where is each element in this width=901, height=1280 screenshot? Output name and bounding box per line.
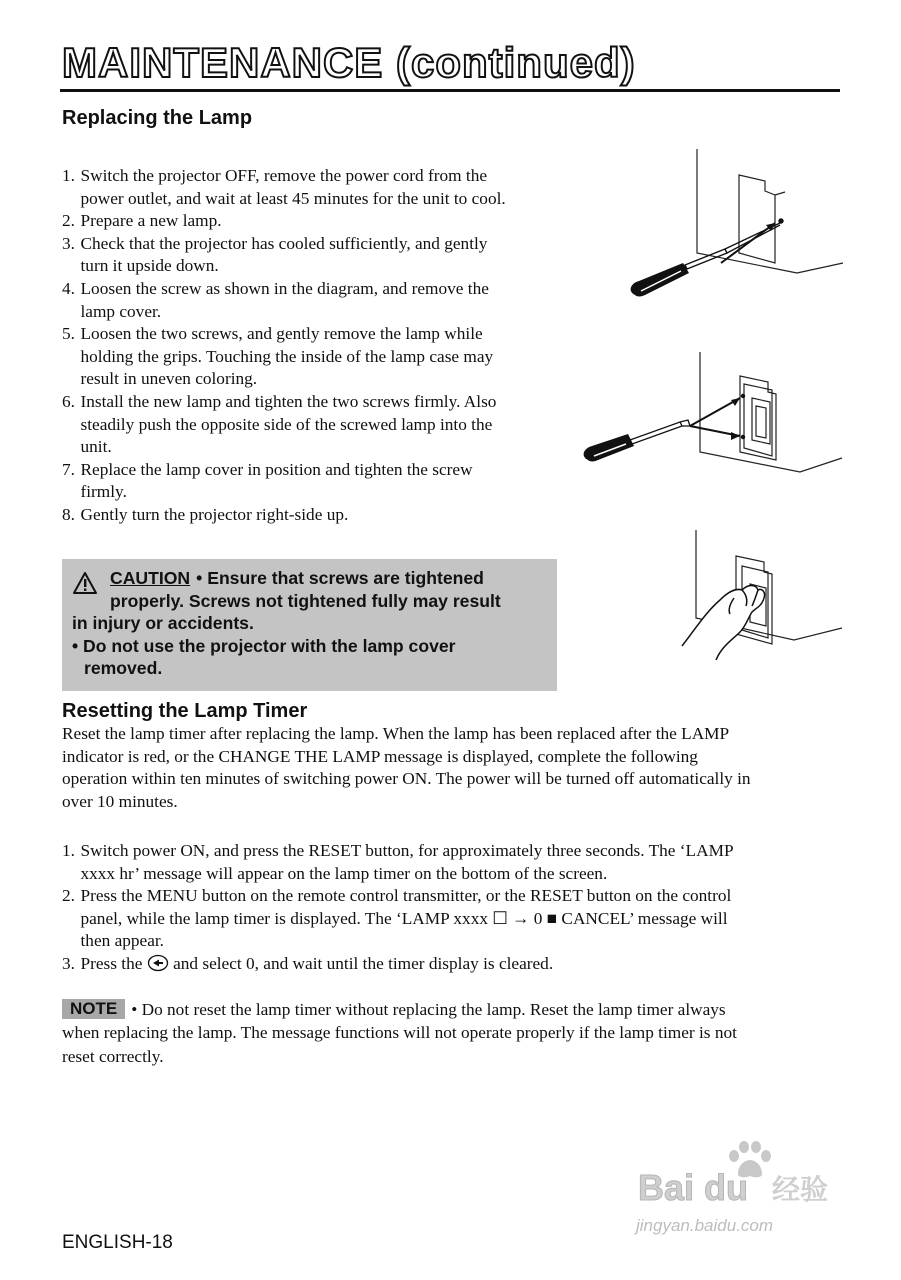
list-item: 4. Loosen the screw as shown in the diagram, and remove the lamp cover. bbox=[62, 278, 489, 321]
note-paragraph: NOTE • Do not reset the lamp timer without replacing the lamp. Reset the lamp timer always when replacing the lamp. The message functions will not operate properly if the lamp timer is not reset correctly. bbox=[62, 999, 737, 1066]
list-item: 8. Gently turn the projector right-side up. bbox=[62, 504, 349, 524]
list-item: 3. Press the and select 0, and wait until the timer display is cleared. bbox=[62, 953, 554, 973]
list-item: 1. Switch power ON, and press the RESET button, for approximately three seconds. The ‘LAMP xxxx hr’ message will appear on the lamp timer on the bottom of the screen. bbox=[62, 841, 734, 883]
list-item: 6. Install the new lamp and tighten the two screws firmly. Also steadily push the opposite side of the screwed lamp into the unit. bbox=[62, 391, 497, 457]
list-item: 3. Check that the projector has cooled sufficiently, and gently turn it upside down. bbox=[62, 233, 488, 276]
caution-line: in injury or accidents. bbox=[72, 613, 254, 634]
resetting-steps bbox=[62, 840, 852, 976]
note-badge: NOTE bbox=[62, 999, 125, 1019]
caution-line: properly. Screws not tightened fully may result bbox=[110, 590, 501, 611]
list-item: 2. Press the MENU button on the remote control transmitter, or the RESET button on the control panel, while the lamp timer is displayed. The ‘LAMP xxxx ☐ → 0 ■ CANCEL’ message will then appear. bbox=[62, 886, 732, 951]
warning-triangle-icon bbox=[72, 571, 98, 595]
list-item: 2. Prepare a new lamp. bbox=[62, 211, 222, 231]
watermark-cn: 经验 bbox=[772, 1173, 829, 1206]
replacing-heading: Replacing the Lamp bbox=[62, 107, 253, 129]
diagram-remove-cover bbox=[625, 145, 845, 305]
list-item: 5. Loosen the two screws, and gently remove the lamp while holding the grips. Touching the inside of the lamp case may result in uneven coloring. bbox=[62, 324, 494, 389]
caution-line: • Do not use the projector with the lamp cover bbox=[72, 635, 456, 656]
left-arrow-button-icon bbox=[147, 954, 169, 972]
caution-box bbox=[62, 559, 557, 691]
replacing-steps bbox=[62, 165, 582, 527]
resetting-heading: Resetting the Lamp Timer bbox=[62, 700, 308, 722]
watermark bbox=[636, 1140, 848, 1244]
diagram-hand-grips bbox=[676, 528, 846, 663]
watermark-url: jingyan.baidu.com bbox=[636, 1216, 774, 1235]
caution-line: removed. bbox=[84, 658, 163, 679]
page-footer: ENGLISH-18 bbox=[62, 1232, 173, 1253]
list-item: 7. Replace the lamp cover in position and tighten the screw firmly. bbox=[62, 459, 473, 502]
watermark-brand: Bai du bbox=[638, 1167, 749, 1208]
title-rule bbox=[60, 89, 840, 92]
caution-label: CAUTION bbox=[110, 568, 191, 588]
page-title: MAINTENANCE (continued) bbox=[62, 39, 636, 86]
caution-line: CAUTION • Ensure that screws are tightened bbox=[72, 567, 547, 590]
resetting-intro: Reset the lamp timer after replacing the lamp. When the lamp has been replaced after the LAMP indicator is red, or the CHANGE THE LAMP message is displayed, complete the following operation within ten minutes of switching power ON. The power will be turned off automatically in over 10 minutes. bbox=[62, 724, 751, 811]
diagram-remove-lamp bbox=[580, 348, 845, 478]
list-item: 1. Switch the projector OFF, remove the power cord from the power outlet, and wait at least 45 minutes for the unit to cool. bbox=[62, 166, 506, 208]
